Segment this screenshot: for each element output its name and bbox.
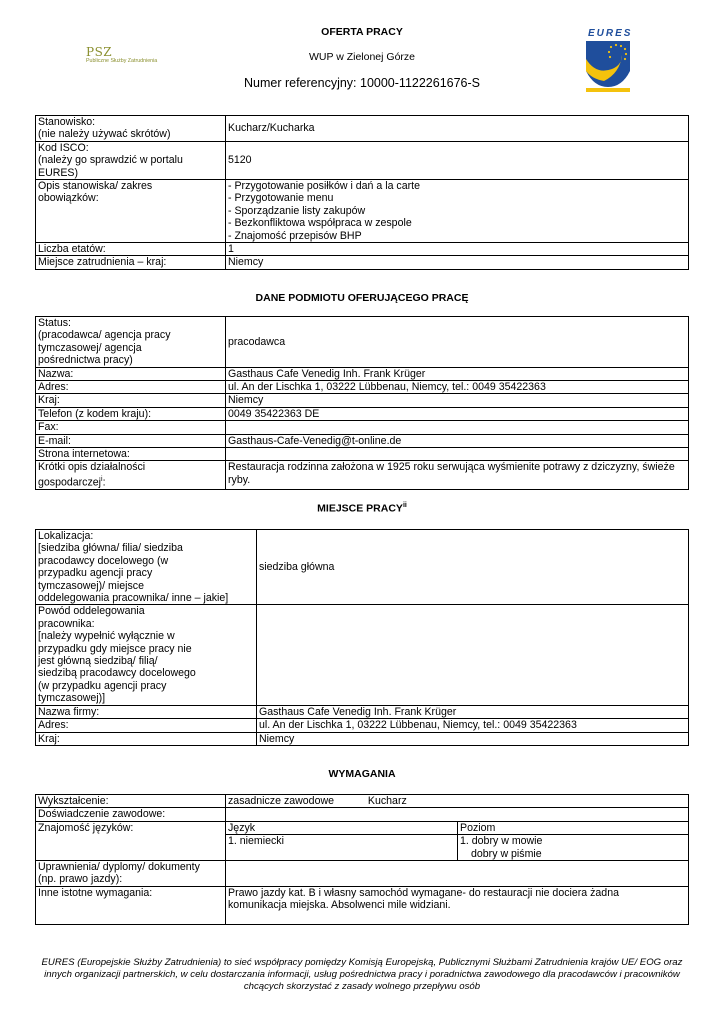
eures-logo-text: EURES (588, 28, 633, 39)
status-label (36, 317, 226, 368)
workplace-address-row (36, 719, 689, 732)
workplace-country-value: Niemcy (257, 732, 689, 745)
positions-label: Liczba etatów: (36, 243, 226, 256)
positions-value: 1 (226, 243, 689, 256)
job-country-row (36, 256, 689, 269)
education-profession: Kucharz (367, 795, 407, 807)
workplace-company-label: Nazwa firmy: (36, 705, 257, 718)
status-label-line3: tymczasowej/ agencja (38, 341, 142, 354)
duty-item: - Znajomość przepisów BHP (228, 229, 362, 242)
location-label-line: Lokalizacja: (38, 530, 94, 542)
activity-label-line1: Krótki opis działalności (38, 461, 146, 474)
position-value: Kucharz/Kucharka (226, 116, 689, 142)
position-label-line2: (nie należy używać skrótów) (38, 128, 171, 141)
delegation-label-line: siedzibą pracodawcy docelowego (38, 667, 196, 680)
permits-label-line1: Uprawnienia/ dyplomy/ dokumenty (38, 861, 200, 874)
job-country-value: Niemcy (226, 256, 689, 269)
duty-item: - Przygotowanie menu (228, 192, 334, 205)
other-requirements-label: Inne istotne wymagania: (36, 886, 226, 924)
eures-logo-graphic (582, 25, 634, 93)
employer-phone-label: Telefon (z kodem kraju): (36, 407, 226, 420)
education-value (226, 795, 689, 808)
status-value: pracodawca (226, 317, 689, 368)
employer-website-value (226, 448, 689, 461)
isco-label-line3: EURES) (38, 166, 79, 179)
other-requirements-line1: Prawo jazdy kat. B i własny samochód wymagane- do restauracji nie dociera żadna (228, 886, 619, 899)
delegation-label-line: [należy wypełnić wyłącznie w (38, 630, 175, 643)
employer-phone-row (36, 407, 689, 420)
position-label (36, 116, 226, 142)
delegation-label-line: Powód oddelegowania (38, 605, 145, 618)
education-level: zasadnicze zawodowe (228, 795, 334, 807)
employer-phone-value: 0049 35422363 DE (226, 407, 689, 420)
workplace-country-label: Kraj: (36, 732, 257, 745)
eures-logo-bar (586, 88, 630, 92)
page-title: OFERTA PRACY (321, 26, 403, 38)
delegation-label-line: (w przypadku agencji pracy (38, 679, 167, 692)
activity-footnote-marker: i (101, 475, 103, 483)
delegation-label-line: tymczasowej)] (38, 692, 106, 705)
activity-label-colon: : (102, 476, 106, 489)
delegation-label-line: jest główną siedzibą/ filią/ (38, 655, 158, 668)
employer-email-value: Gasthaus-Cafe-Venedig@t-online.de (226, 434, 689, 447)
employer-address-label: Adres: (36, 381, 226, 394)
isco-value: 5120 (226, 141, 689, 179)
employer-name-label: Nazwa: (36, 367, 226, 380)
location-label-line: przypadku agencji pracy (38, 567, 153, 580)
languages-header-row (36, 821, 689, 834)
activity-label (36, 461, 226, 489)
education-label: Wykształcenie: (36, 795, 226, 808)
workplace-address-value: ul. An der Lischka 1, 03222 Lübbenau, Niemcy, tel.: 0049 35422363 (257, 719, 689, 732)
delegation-label-line: pracownika: (38, 617, 95, 630)
reference-number: Numer referencyjny: 10000-1122261676-S (243, 76, 481, 90)
duty-item: - Przygotowanie posiłków i dań a la carte (228, 180, 420, 193)
employer-fax-value (226, 421, 689, 434)
permits-label-line2: (np. prawo jazdy): (38, 873, 123, 886)
eures-logo-shield (586, 41, 630, 87)
activity-row (36, 461, 689, 489)
location-row (36, 530, 689, 605)
other-requirements-line2: komunikacja miejska. Absolwenci mile widziani. (228, 899, 451, 912)
employer-address-row (36, 381, 689, 394)
experience-value (226, 808, 689, 821)
psz-logo-mark: PSZ (86, 45, 113, 59)
workplace-company-row (36, 705, 689, 718)
employer-website-label: Strona internetowa: (36, 448, 226, 461)
duties-label (36, 180, 226, 243)
location-label-line: pracodawcy docelowego (w (38, 554, 169, 567)
activity-label-line2: gospodarczej (38, 476, 102, 489)
employer-fax-row (36, 421, 689, 434)
activity-value: Restauracja rodzinna założona w 1925 roku serwująca wyśmienite potrawy z dziczyzny, świeże ryby. (226, 461, 689, 489)
isco-label-line2: (należy go sprawdzić w portalu (38, 154, 183, 167)
level-value-line1: 1. dobry w mowie (460, 835, 543, 848)
language-value: 1. niemiecki (226, 835, 458, 861)
employer-section-title: DANE PODMIOTU OFERUJĄCEGO PRACĘ (255, 292, 469, 304)
isco-label (36, 141, 226, 179)
other-requirements-value (226, 886, 689, 924)
permits-row (36, 861, 689, 887)
isco-row (36, 141, 689, 179)
delegation-row (36, 605, 689, 705)
location-value: siedziba główna (257, 530, 689, 605)
level-value (458, 835, 689, 861)
status-label-line2: (pracodawca/ agencja pracy (38, 329, 171, 342)
experience-label: Doświadczenie zawodowe: (36, 808, 226, 821)
requirements-table (35, 794, 689, 925)
delegation-label (36, 605, 257, 705)
language-column-header: Język (226, 821, 458, 834)
workplace-address-label: Adres: (36, 719, 257, 732)
duties-label-line2: obowiązków: (38, 192, 99, 205)
footer-note: EURES (Europejskie Służby Zatrudnienia) to sieć współpracy pomiędzy Komisją Europejską, Publicznymi Służbami Zatrudnienia krajów UE/ EOG oraz innych organizacji partnerskich, w celu dostarczania informacji, usług pośrednictwa pracy i poradnictwa zawodowego dla pracodawców i pracowników chcących skorzystać z zasady wolnego przepływu osób (41, 957, 683, 993)
eures-logo (582, 25, 634, 93)
other-requirements-row (36, 886, 689, 924)
employer-country-row (36, 394, 689, 407)
duties-row (36, 180, 689, 243)
employer-country-label: Kraj: (36, 394, 226, 407)
isco-label-line1: Kod ISCO: (38, 141, 89, 154)
permits-value (226, 861, 689, 887)
office-name: WUP w Zielonej Górze (308, 51, 415, 63)
delegation-value (257, 605, 689, 705)
duties-value (226, 180, 689, 243)
positions-row (36, 243, 689, 256)
requirements-section-title: WYMAGANIA (328, 768, 396, 780)
workplace-footnote-marker: ii (402, 502, 407, 509)
status-label-line1: Status: (38, 317, 71, 329)
location-label-line: [siedziba główna/ filia/ siedziba (38, 542, 183, 555)
languages-label: Znajomość języków: (36, 821, 226, 860)
employer-address-value: ul. An der Lischka 1, 03222 Lübbenau, Niemcy, tel.: 0049 35422363 (226, 381, 689, 394)
workplace-country-row (36, 732, 689, 745)
psz-logo-text: Publiczne Służby Zatrudnienia (86, 58, 158, 64)
position-row (36, 116, 689, 142)
job-table (35, 115, 689, 270)
workplace-table (35, 529, 689, 746)
duty-item: - Bezkonfliktowa współpraca w zespole (228, 217, 412, 230)
status-row (36, 317, 689, 368)
experience-row (36, 808, 689, 821)
position-label-line1: Stanowisko: (38, 116, 96, 128)
delegation-label-line: przypadku gdy miejsce pracy nie (38, 642, 192, 655)
employer-country-value: Niemcy (226, 394, 689, 407)
duties-label-line1: Opis stanowiska/ zakres (38, 180, 153, 193)
location-label-line: oddelegowania pracownika/ inne – jakie] (38, 592, 229, 605)
employer-email-row (36, 434, 689, 447)
location-label-line: tymczasowej)/ miejsce (38, 579, 144, 592)
status-label-line4: pośrednictwa pracy) (38, 354, 133, 367)
employer-fax-label: Fax: (36, 421, 226, 434)
employer-name-value: Gasthaus Cafe Venedig Inh. Frank Krüger (226, 367, 689, 380)
job-country-label: Miejsce zatrudnienia – kraj: (36, 256, 226, 269)
psz-logo (86, 46, 181, 70)
workplace-company-value: Gasthaus Cafe Venedig Inh. Frank Krüger (257, 705, 689, 718)
employer-name-row (36, 367, 689, 380)
employer-table (35, 316, 689, 490)
level-column-header: Poziom (458, 821, 689, 834)
location-label (36, 530, 257, 605)
employer-email-label: E-mail: (36, 434, 226, 447)
workplace-section-title (0, 502, 724, 515)
duty-item: - Sporządzanie listy zakupów (228, 204, 366, 217)
education-row (36, 795, 689, 808)
permits-label (36, 861, 226, 887)
workplace-title-text: MIEJSCE PRACY (317, 502, 403, 515)
employer-website-row (36, 448, 689, 461)
level-value-line2: dobry w piśmie (471, 847, 542, 860)
